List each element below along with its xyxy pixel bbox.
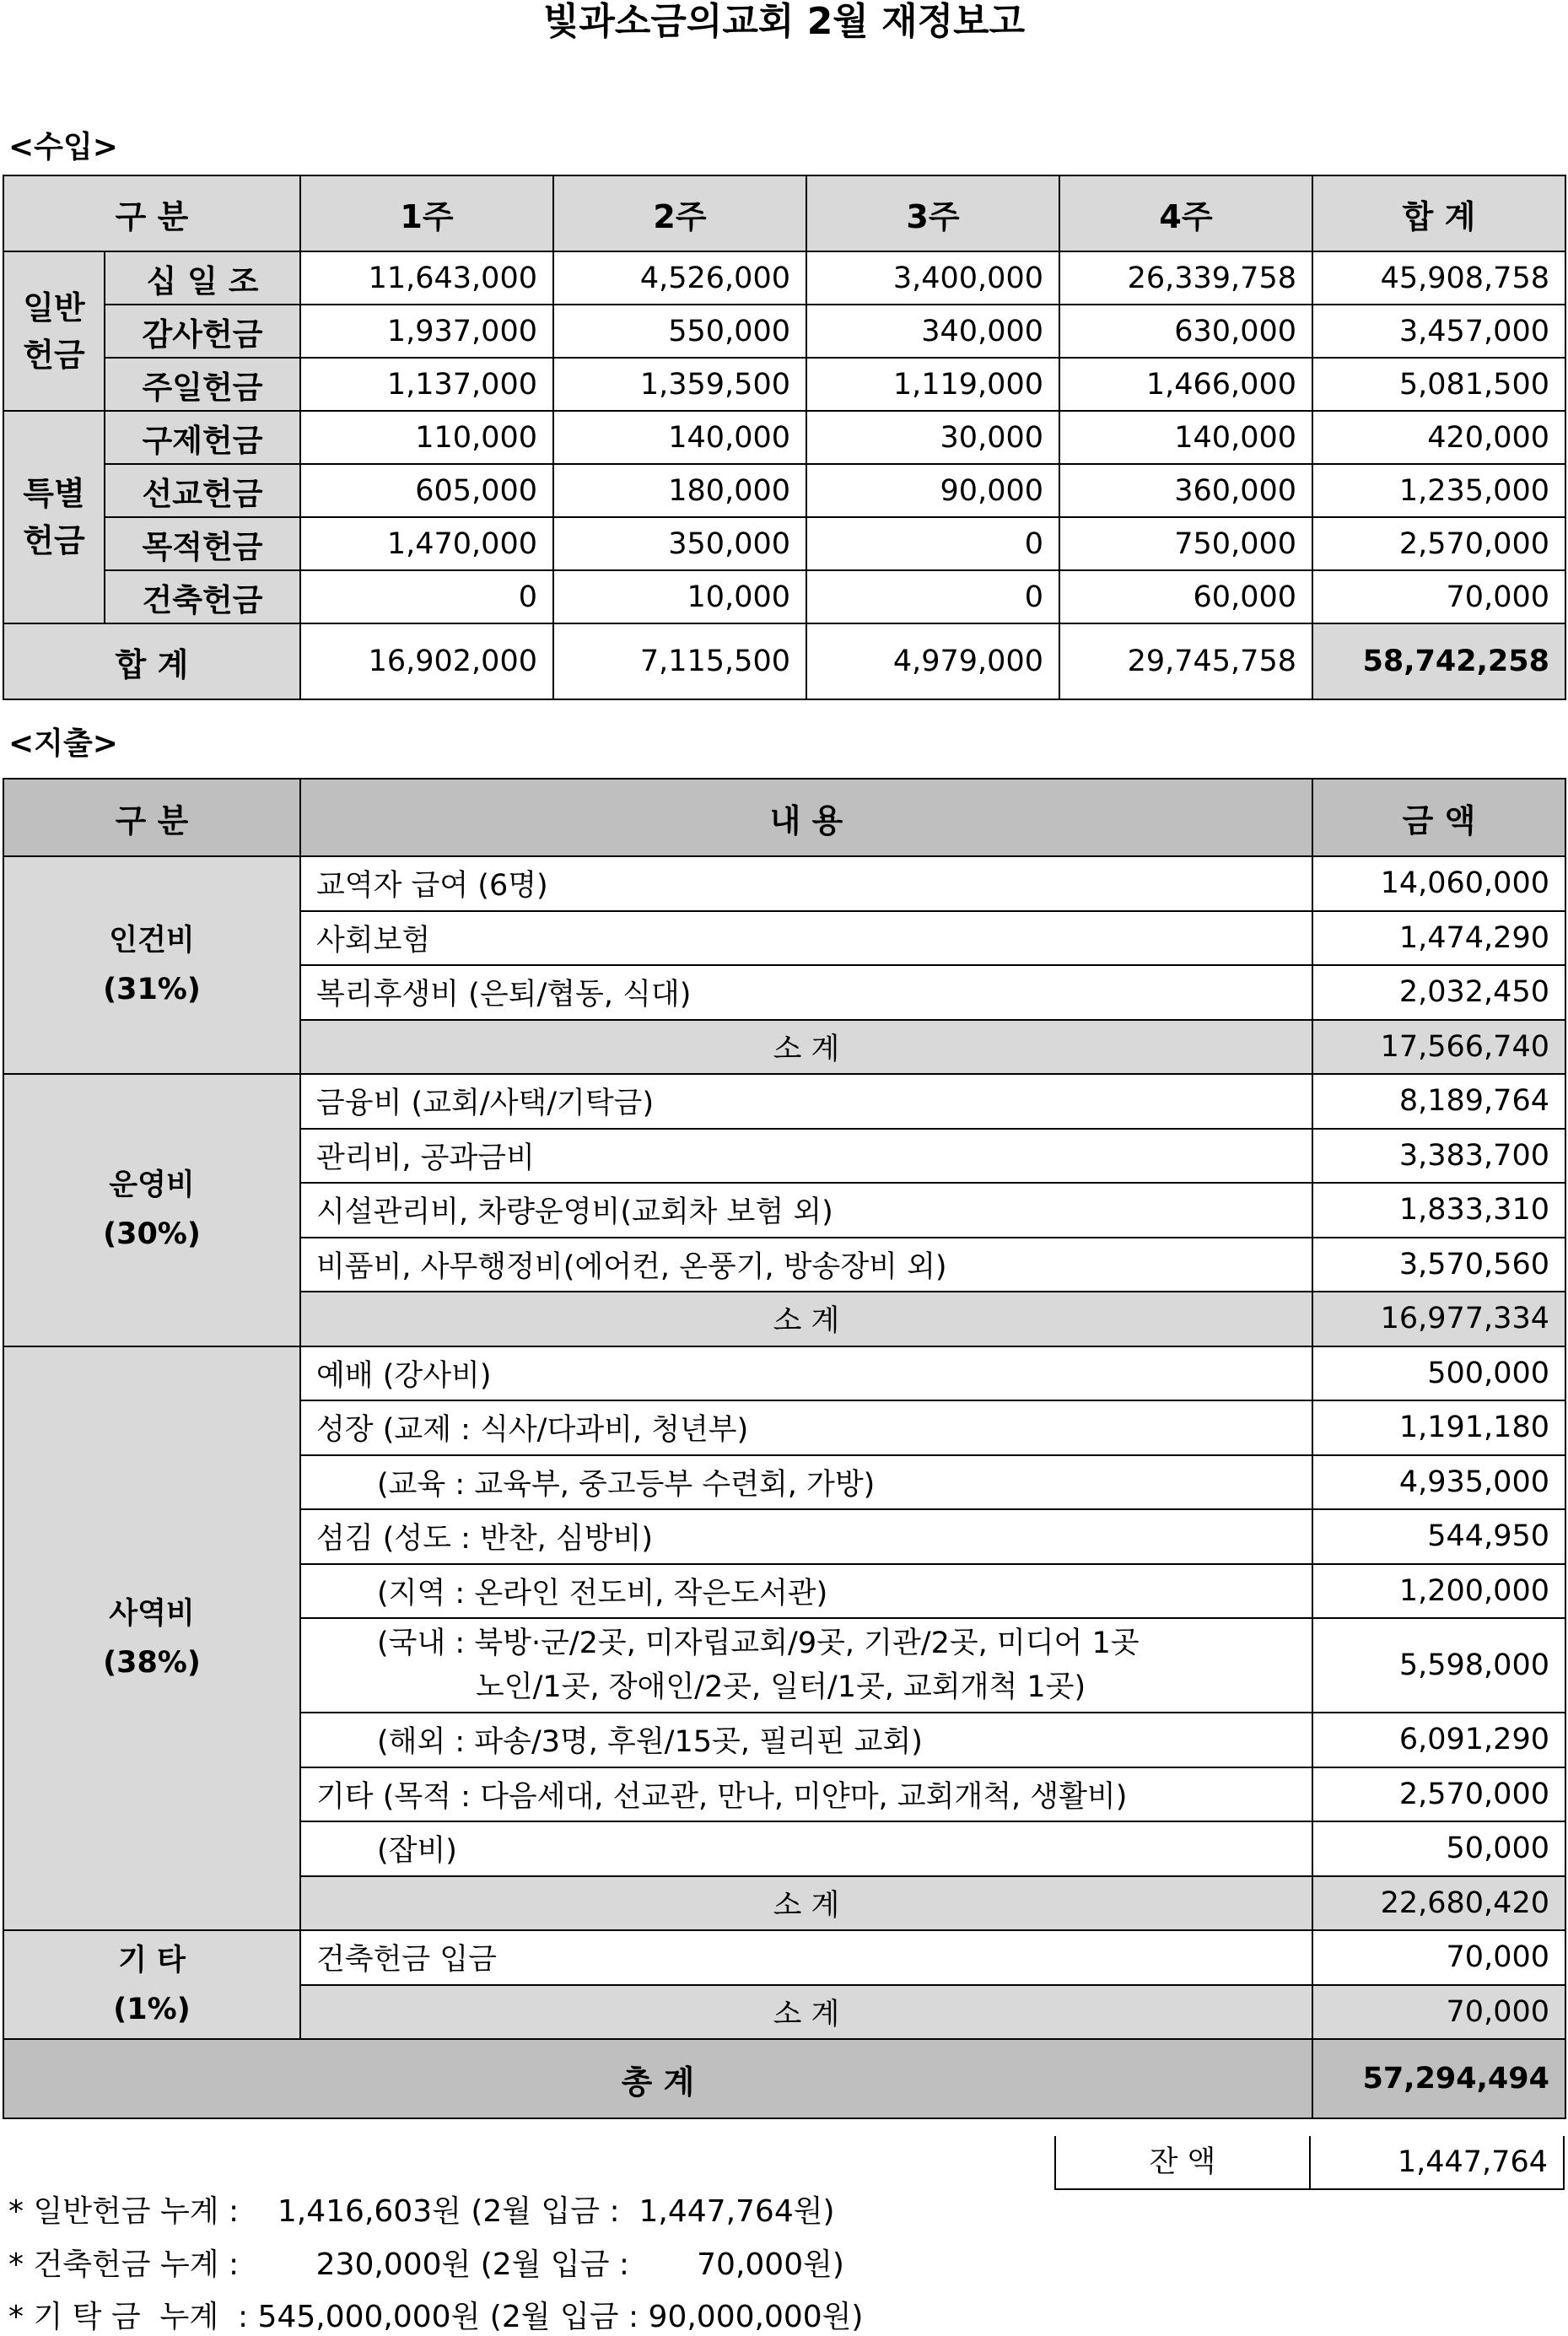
expense-item-text [300,911,1312,966]
expense-item-amount: 4,935,000 [1312,1455,1565,1510]
expense-header-cell: 내 용 [300,779,1312,856]
expense-category-label: 운영비 (30%) [3,1074,300,1346]
income-row-label: 구제헌금 [105,411,300,464]
income-row-label: 주일헌금 [105,358,300,411]
note-building-offering: * 건축헌금 누계 : 230,000원 (2월 입금 : 70,000원) [8,2247,844,2282]
income-value-cell: 140,000 [1059,411,1312,464]
income-total-cell: 7,115,500 [553,623,806,699]
balance-row [1054,2136,1565,2190]
expense-item-amount: 3,570,560 [1312,1238,1565,1292]
income-value-cell: 1,937,000 [300,305,553,358]
income-group-label: 일반 헌금 [3,251,105,411]
expense-header-cell: 구 분 [3,779,300,856]
income-table [3,175,1566,700]
expense-item-amount: 1,200,000 [1312,1564,1565,1619]
income-row [3,464,1565,517]
expense-item-text [300,1074,1312,1129]
expense-subtotal-label: 소 계 [300,1292,1312,1346]
income-value-cell: 1,470,000 [300,517,553,570]
income-header-row [3,175,1565,251]
expense-item-line: 시설관리비, 차량운영비(교회차 보험 외) [316,1195,833,1230]
income-row-label: 목적헌금 [105,517,300,570]
expense-item-line: 복리후생비 (은퇴/협동, 식대) [316,978,692,1012]
income-value-cell: 0 [806,517,1059,570]
expense-item-text [300,1713,1312,1767]
expense-item-amount: 2,032,450 [1312,965,1565,1020]
balance-amount: 1,447,764 [1397,2145,1548,2179]
income-total-label: 합 계 [3,623,300,699]
expense-category-label: 사역비 (38%) [3,1346,300,1931]
income-value-cell: 70,000 [1312,570,1565,623]
expense-subtotal-amount: 22,680,420 [1312,1876,1565,1931]
expense-item-text [300,1346,1312,1401]
income-value-cell: 3,400,000 [806,251,1059,305]
income-total-cell: 4,979,000 [806,623,1059,699]
income-value-cell: 30,000 [806,411,1059,464]
expense-item-amount: 50,000 [1312,1821,1565,1876]
expense-item-text [300,1400,1312,1455]
income-value-cell: 350,000 [553,517,806,570]
income-value-cell: 1,466,000 [1059,358,1312,411]
expense-item-text [300,1821,1312,1876]
expense-item-text [300,1183,1312,1238]
expense-item-text [300,856,1312,911]
expense-item-line: 금융비 (교회/사택/기탁금) [316,1087,655,1121]
expense-item-line: (해외 : 파송/3명, 후원/15곳, 필리핀 교회) [377,1725,923,1760]
income-header-cell: 1주 [300,175,553,251]
expense-item-amount: 1,191,180 [1312,1400,1565,1455]
expense-item-amount: 70,000 [1312,1930,1565,1985]
expense-header-row [3,779,1565,856]
expense-item-text [300,1509,1312,1564]
income-value-cell: 750,000 [1059,517,1312,570]
expense-header-cell: 금 액 [1312,779,1565,856]
page-title: 빛과소금의교회 2월 재정보고 [542,0,1026,43]
expense-item-text [300,1618,1312,1713]
balance-label: 잔 액 [1056,2136,1311,2188]
income-value-cell: 360,000 [1059,464,1312,517]
expense-subtotal-amount: 17,566,740 [1312,1020,1565,1075]
expense-grand-total-row [3,2039,1565,2118]
income-value-cell: 90,000 [806,464,1059,517]
income-row [3,251,1565,305]
expense-item-row [3,1930,1565,1985]
expense-item-text [300,965,1312,1020]
expense-category-label: 기 타 (1%) [3,1930,300,2039]
expense-item-amount: 8,189,764 [1312,1074,1565,1129]
expense-item-line: 비품비, 사무행정비(에어컨, 온풍기, 방송장비 외) [316,1249,947,1284]
income-group-label: 특별 헌금 [3,411,105,623]
income-header-cell: 3주 [806,175,1059,251]
expense-item-amount: 2,570,000 [1312,1767,1565,1822]
expense-item-line: 예배 (강사비) [316,1358,492,1393]
expense-item-text [300,1767,1312,1822]
expense-item-text [300,1455,1312,1510]
income-value-cell: 140,000 [553,411,806,464]
expense-category-label: 인건비 (31%) [3,856,300,1074]
expense-item-amount: 500,000 [1312,1346,1565,1401]
expense-item-row [3,856,1565,911]
income-header-cell: 구 분 [3,175,300,251]
income-value-cell: 2,570,000 [1312,517,1565,570]
income-row [3,305,1565,358]
income-grand-total: 58,742,258 [1312,623,1565,699]
expense-subtotal-label: 소 계 [300,1876,1312,1931]
expense-subtotal-label: 소 계 [300,1020,1312,1075]
expense-item-line: 기타 (목적 : 다음세대, 선교관, 만나, 미얀마, 교회개척, 생활비) [316,1779,1128,1814]
income-value-cell: 3,457,000 [1312,305,1565,358]
income-row-label: 십 일 조 [105,251,300,305]
income-total-cell: 16,902,000 [300,623,553,699]
expense-item-text [300,1129,1312,1184]
expense-item-amount: 6,091,290 [1312,1713,1565,1767]
income-header-cell: 합 계 [1312,175,1565,251]
income-row [3,570,1565,623]
income-value-cell: 26,339,758 [1059,251,1312,305]
income-value-cell: 10,000 [553,570,806,623]
note-general-offering: * 일반헌금 누계 : 1,416,603원 (2월 입금 : 1,447,764원) [8,2194,835,2229]
income-row-label: 감사헌금 [105,305,300,358]
income-header-cell: 2주 [553,175,806,251]
note-deposit: * 기 탁 금 누계 : 545,000,000원 (2월 입금 : 90,000,000원) [8,2300,864,2334]
expense-item-amount: 544,950 [1312,1509,1565,1564]
expense-item-text [300,1930,1312,1985]
income-value-cell: 1,359,500 [553,358,806,411]
expense-item-line: 성장 (교제 : 식사/다과비, 청년부) [316,1413,749,1448]
income-row [3,411,1565,464]
expense-table [3,778,1566,2119]
income-value-cell: 45,908,758 [1312,251,1565,305]
expense-subtotal-amount: 16,977,334 [1312,1292,1565,1346]
income-value-cell: 340,000 [806,305,1059,358]
expense-grand-total-amount: 57,294,494 [1312,2039,1565,2118]
income-value-cell: 60,000 [1059,570,1312,623]
expense-item-row [3,1346,1565,1401]
income-header-cell: 4주 [1059,175,1312,251]
income-value-cell: 180,000 [553,464,806,517]
expense-item-amount: 1,474,290 [1312,911,1565,966]
income-value-cell: 1,137,000 [300,358,553,411]
income-total-row [3,623,1565,699]
expense-item-line: 노인/1곳, 장애인/2곳, 일터/1곳, 교회개척 1곳) [476,1670,1086,1704]
income-value-cell: 4,526,000 [553,251,806,305]
expense-item-line: (교육 : 교육부, 중고등부 수련회, 가방) [377,1467,876,1502]
expense-item-amount: 14,060,000 [1312,856,1565,911]
expense-item-amount: 5,598,000 [1312,1618,1565,1713]
expense-section-label: <지출> [8,726,118,761]
expense-item-line: 건축헌금 입금 [316,1943,497,1977]
income-value-cell: 630,000 [1059,305,1312,358]
income-value-cell: 550,000 [553,305,806,358]
expense-item-line: (지역 : 온라인 전도비, 작은도서관) [377,1576,828,1610]
expense-item-line: 섬김 (성도 : 반찬, 심방비) [316,1522,654,1556]
income-value-cell: 0 [300,570,553,623]
expense-subtotal-label: 소 계 [300,1985,1312,2040]
income-value-cell: 11,643,000 [300,251,553,305]
income-value-cell: 1,235,000 [1312,464,1565,517]
income-total-cell: 29,745,758 [1059,623,1312,699]
expense-item-text [300,1238,1312,1292]
expense-item-line: 교역자 급여 (6명) [316,869,548,904]
expense-item-line: (국내 : 북방·군/2곳, 미자립교회/9곳, 기관/2곳, 미디어 1곳 [377,1627,1140,1660]
expense-item-line: 사회보험 [316,923,431,958]
expense-item-row [3,1074,1565,1129]
income-value-cell: 420,000 [1312,411,1565,464]
income-row [3,358,1565,411]
income-value-cell: 0 [806,570,1059,623]
expense-subtotal-amount: 70,000 [1312,1985,1565,2040]
income-value-cell: 5,081,500 [1312,358,1565,411]
expense-item-line: (잡비) [377,1834,457,1869]
income-row [3,517,1565,570]
expense-grand-total-label: 총 계 [3,2039,1312,2118]
income-row-label: 선교헌금 [105,464,300,517]
income-value-cell: 110,000 [300,411,553,464]
income-value-cell: 1,119,000 [806,358,1059,411]
expense-item-line: 관리비, 공과금비 [316,1141,535,1175]
income-row-label: 건축헌금 [105,570,300,623]
expense-item-text [300,1564,1312,1619]
income-value-cell: 605,000 [300,464,553,517]
income-section-label: <수입> [8,130,118,165]
expense-item-amount: 1,833,310 [1312,1183,1565,1238]
expense-item-amount: 3,383,700 [1312,1129,1565,1184]
